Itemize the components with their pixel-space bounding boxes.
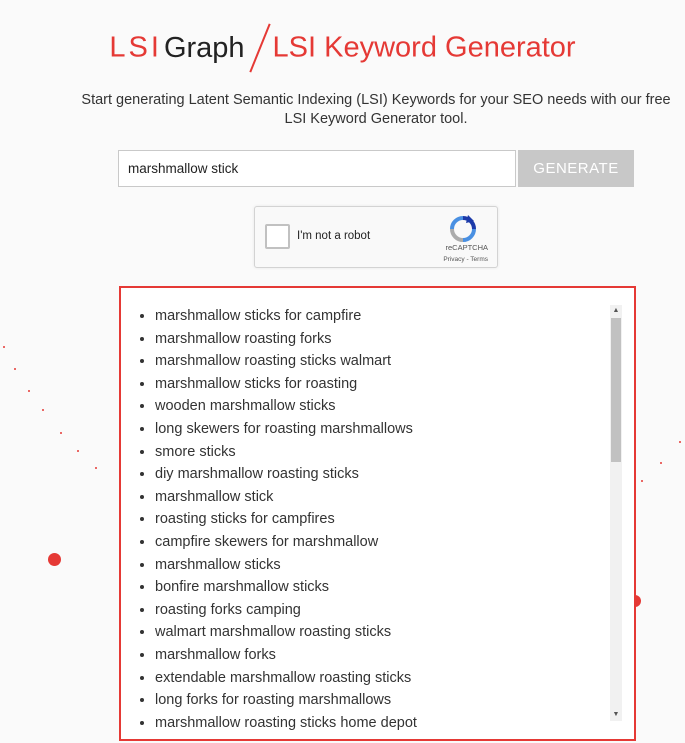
list-item: • marshmallow sticks for campfire: [155, 305, 417, 328]
scroll-up-arrow-icon[interactable]: ▲: [612, 307, 620, 314]
decorative-dot: [28, 390, 30, 392]
decorative-dot: [679, 441, 681, 443]
search-form: [118, 150, 634, 187]
generate-button[interactable]: GENERATE: [518, 150, 634, 187]
scrollbar-thumb[interactable]: [611, 318, 621, 462]
list-item: • marshmallow stick: [155, 486, 417, 509]
recaptcha-privacy-terms[interactable]: Privacy - Terms: [443, 256, 488, 263]
list-item: • extendable marshmallow roasting sticks: [155, 667, 417, 690]
decorative-dot: [3, 346, 5, 348]
decorative-dot: [14, 368, 16, 370]
recaptcha-logo-icon: [448, 214, 478, 244]
list-item: • diy marshmallow roasting sticks: [155, 463, 417, 486]
list-item: • marshmallow roasting sticks walmart: [155, 350, 417, 373]
list-item: • marshmallow sticks: [155, 554, 417, 577]
list-item: • roasting sticks for campfires: [155, 508, 417, 531]
decorative-dot: [77, 450, 79, 452]
decorative-dot: [60, 432, 62, 434]
divider-slash: [249, 24, 270, 73]
list-item: • marshmallow roasting sticks home depot: [155, 712, 417, 735]
recaptcha-widget: [254, 206, 498, 268]
list-item: • bonfire marshmallow sticks: [155, 576, 417, 599]
list-item: • long skewers for roasting marshmallows: [155, 418, 417, 441]
recaptcha-label: I'm not a robot: [297, 230, 371, 242]
list-item: • marshmallow roasting forks: [155, 328, 417, 351]
decorative-dot: [95, 467, 97, 469]
page-subtitle: Start generating Latent Semantic Indexing (LSI) Keywords for your SEO needs with our free LSI Keyword Generator tool.: [81, 92, 671, 127]
site-header: [0, 22, 685, 72]
list-item: • campfire skewers for marshmallow: [155, 531, 417, 554]
keyword-list: [121, 305, 417, 734]
scroll-down-arrow-icon[interactable]: ▼: [612, 711, 620, 718]
results-scrollbar[interactable]: [610, 305, 622, 721]
list-item: • marshmallow forks: [155, 644, 417, 667]
decorative-dot: [48, 553, 61, 566]
recaptcha-brand: reCAPTCHA: [445, 243, 488, 252]
keyword-input[interactable]: [118, 150, 516, 187]
decorative-dot: [42, 409, 44, 411]
list-item: • marshmallow sticks for roasting: [155, 373, 417, 396]
decorative-dot: [660, 462, 662, 464]
logo-graph[interactable]: Graph: [163, 31, 245, 64]
list-item: • long forks for roasting marshmallows: [155, 689, 417, 712]
decorative-dot: [641, 480, 643, 482]
logo-lsi[interactable]: LSI: [109, 31, 162, 64]
list-item: • roasting forks camping: [155, 599, 417, 622]
results-panel[interactable]: [119, 286, 636, 741]
page-title: LSI Keyword Generator: [272, 31, 576, 64]
list-item: • walmart marshmallow roasting sticks: [155, 621, 417, 644]
list-item: • smore sticks: [155, 441, 417, 464]
list-item: • wooden marshmallow sticks: [155, 395, 417, 418]
